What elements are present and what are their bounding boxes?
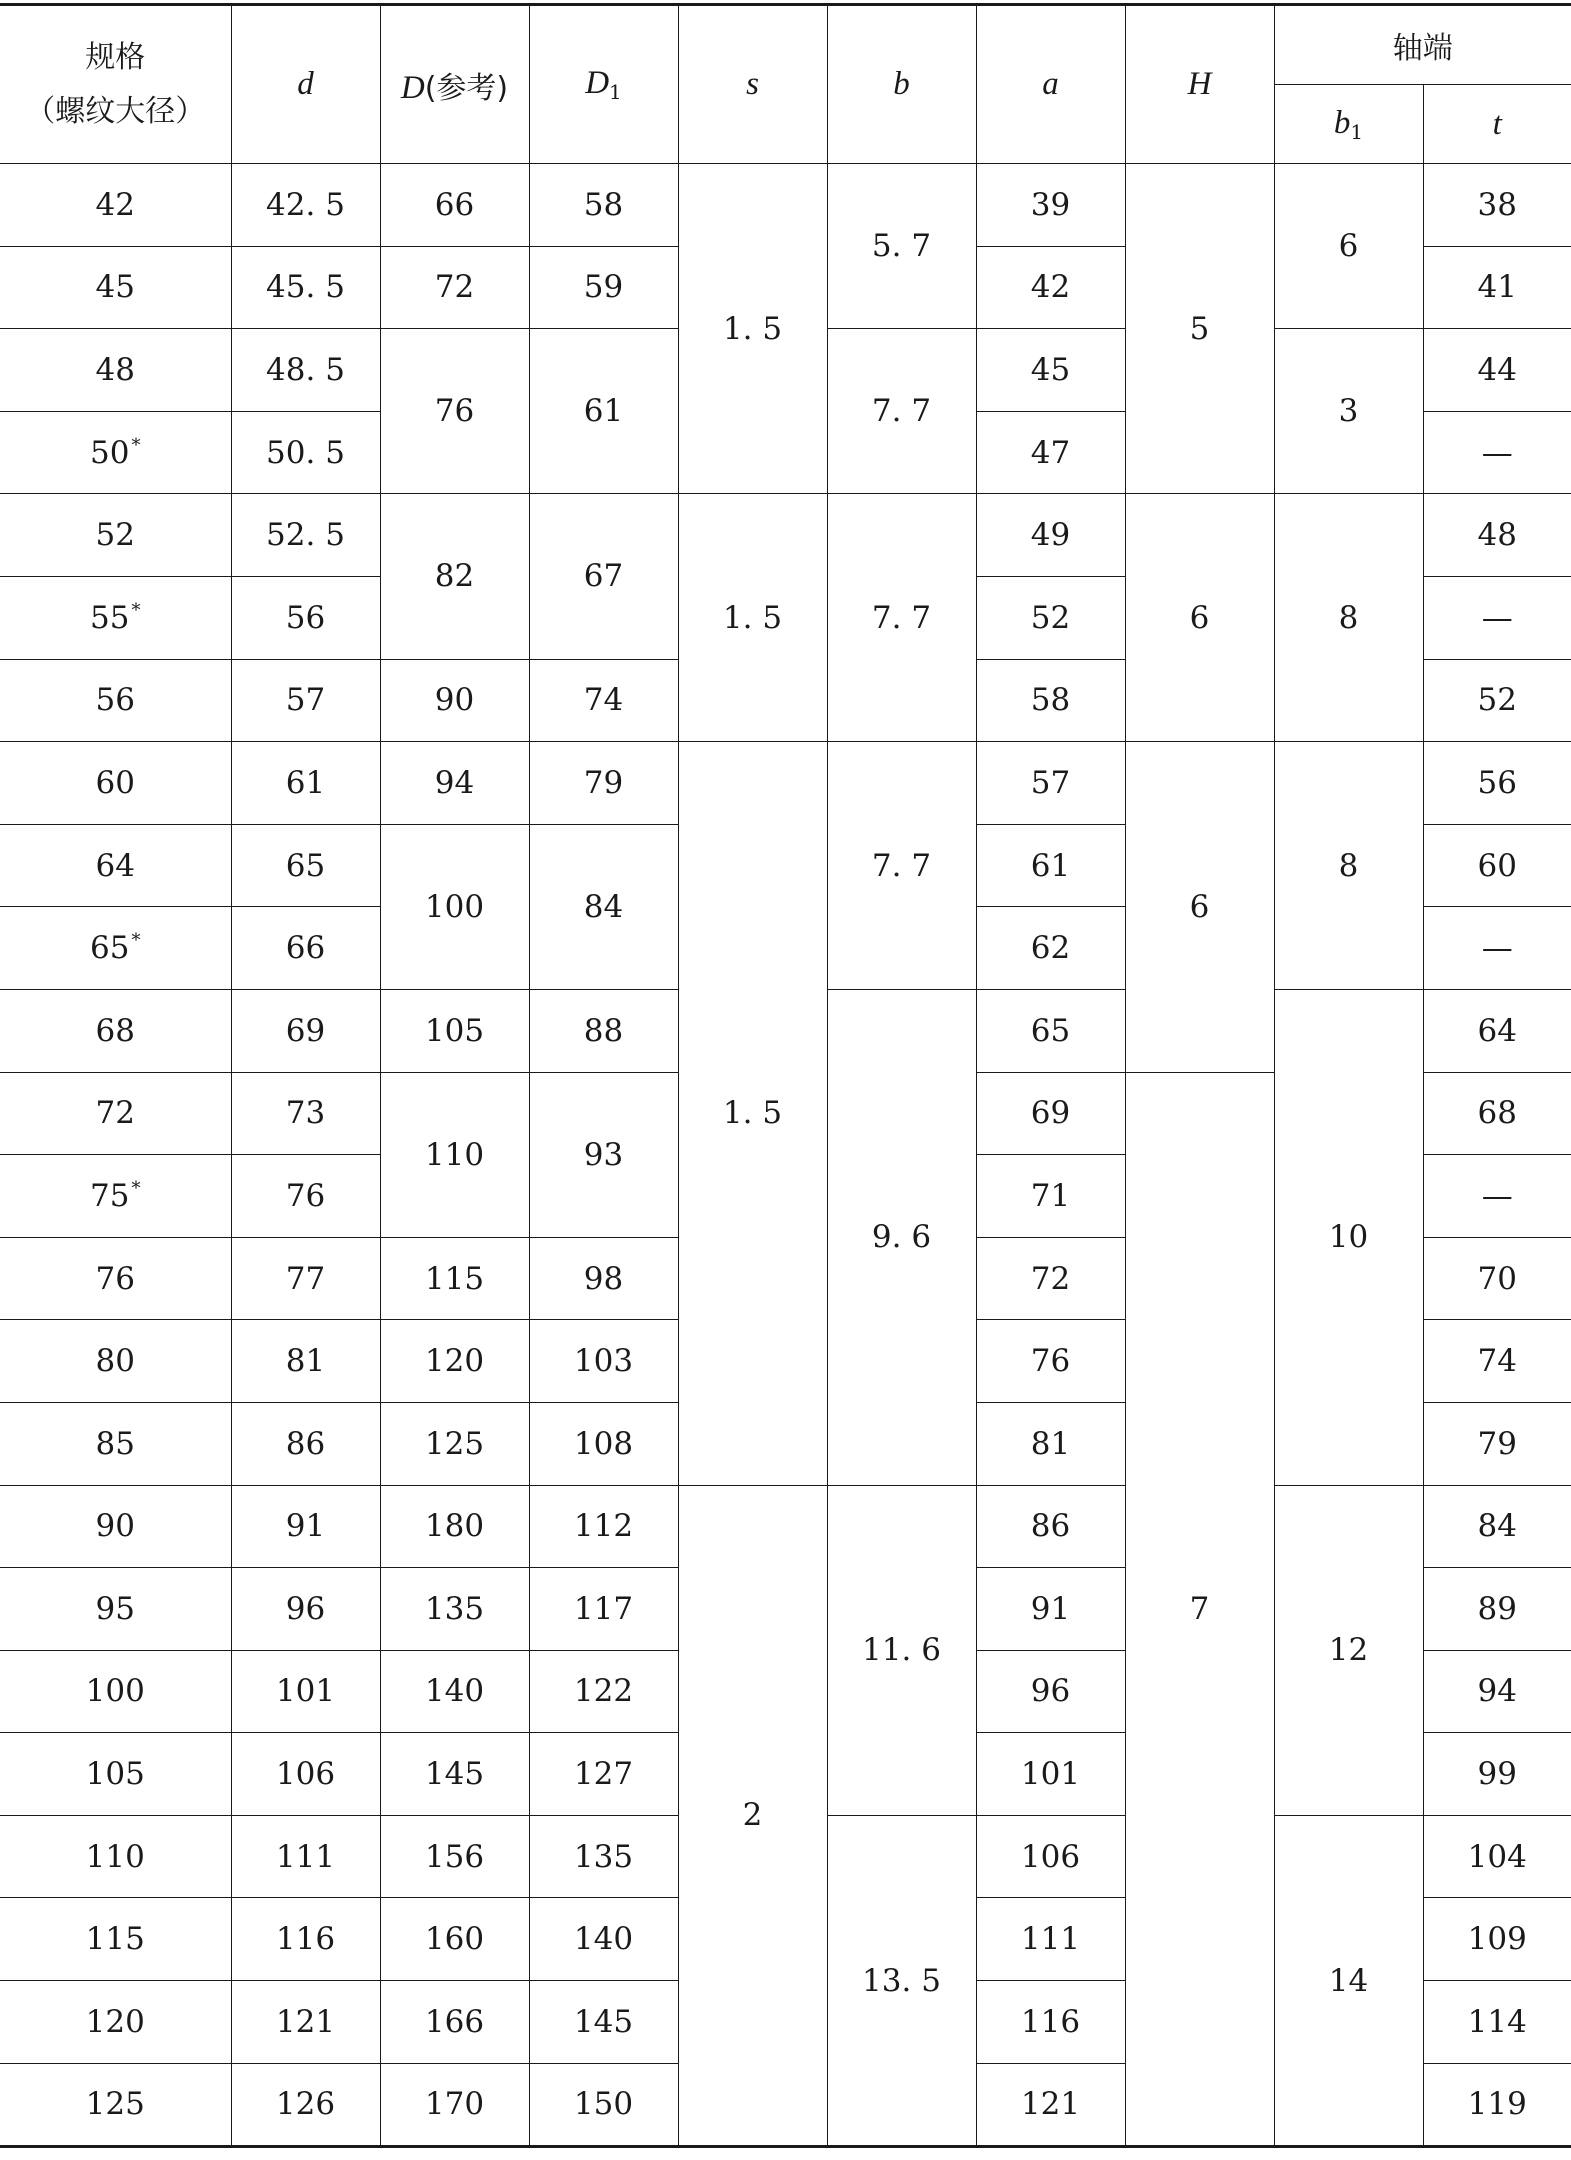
cell-a: 81 [976, 1402, 1125, 1485]
cell-a: 106 [976, 1815, 1125, 1898]
spec-value: 100 [85, 1673, 145, 1710]
spec-value: 125 [85, 2086, 145, 2123]
cell-s: 1. 5 [678, 164, 827, 494]
header-D [380, 5, 529, 164]
cell-spec [0, 742, 231, 825]
cell-t: 79 [1423, 1402, 1571, 1485]
cell-b1: 10 [1274, 989, 1423, 1485]
cell-t: 84 [1423, 1485, 1571, 1568]
cell-H: 6 [1125, 742, 1274, 1072]
cell-a: 101 [976, 1733, 1125, 1816]
cell-t: 48 [1423, 494, 1571, 577]
cell-a: 62 [976, 907, 1125, 990]
cell-b: 5. 7 [827, 164, 976, 329]
cell-spec [0, 989, 231, 1072]
cell-t: 114 [1423, 1981, 1571, 2064]
header-D1 [529, 5, 678, 164]
cell-D1: 74 [529, 659, 678, 742]
cell-d: 73 [231, 1072, 380, 1155]
header-t [1423, 85, 1571, 164]
cell-d: 48. 5 [231, 329, 380, 412]
cell-D1: 58 [529, 164, 678, 247]
cell-D1: 112 [529, 1485, 678, 1568]
cell-a: 47 [976, 411, 1125, 494]
header-b1-label: b [1333, 104, 1351, 141]
cell-D: 72 [380, 246, 529, 329]
header-spec-line2: （螺纹大径） [25, 93, 206, 129]
spec-value: 50 [90, 434, 130, 471]
cell-t: 44 [1423, 329, 1571, 412]
spec-value: 90 [95, 1508, 135, 1545]
cell-t: 99 [1423, 1733, 1571, 1816]
cell-a: 121 [976, 2063, 1125, 2147]
cell-b: 11. 6 [827, 1485, 976, 1815]
spec-value: 52 [95, 517, 135, 554]
cell-t: 64 [1423, 989, 1571, 1072]
spec-value: 110 [85, 1838, 145, 1875]
table-row [0, 494, 1571, 577]
cell-D1: 93 [529, 1072, 678, 1237]
spec-value: 65 [90, 930, 130, 967]
header-d [231, 5, 380, 164]
cell-D: 125 [380, 1402, 529, 1485]
cell-t: 119 [1423, 2063, 1571, 2147]
spec-value: 45 [95, 269, 135, 306]
cell-D: 120 [380, 1320, 529, 1403]
cell-spec [0, 1815, 231, 1898]
cell-d: 76 [231, 1155, 380, 1238]
cell-spec [0, 659, 231, 742]
cell-D: 94 [380, 742, 529, 825]
spec-star-mark: * [131, 1177, 141, 1199]
cell-a: 86 [976, 1485, 1125, 1568]
cell-spec [0, 576, 231, 659]
cell-t: — [1423, 1155, 1571, 1238]
cell-b: 7. 7 [827, 742, 976, 990]
cell-D1: 150 [529, 2063, 678, 2147]
cell-spec [0, 1237, 231, 1320]
cell-D1: 127 [529, 1733, 678, 1816]
cell-d: 126 [231, 2063, 380, 2147]
table-row [0, 1485, 1571, 1568]
header-spec-line1: 规格 [85, 39, 146, 75]
cell-D: 170 [380, 2063, 529, 2147]
header-s-label: s [746, 66, 759, 102]
spec-value: 105 [85, 1756, 145, 1793]
table-row [0, 742, 1571, 825]
cell-d: 50. 5 [231, 411, 380, 494]
cell-spec [0, 164, 231, 247]
header-shaft-end [1274, 5, 1571, 85]
cell-a: 45 [976, 329, 1125, 412]
cell-d: 111 [231, 1815, 380, 1898]
header-H-label: H [1187, 66, 1212, 102]
spec-value: 75 [90, 1177, 130, 1214]
cell-H: 7 [1125, 1072, 1274, 2147]
cell-b: 9. 6 [827, 989, 976, 1485]
header-b1-subscript: 1 [1350, 119, 1364, 144]
cell-t: 60 [1423, 824, 1571, 907]
header-t-label: t [1492, 105, 1502, 142]
cell-D1: 108 [529, 1402, 678, 1485]
cell-t: 104 [1423, 1815, 1571, 1898]
cell-D1: 98 [529, 1237, 678, 1320]
cell-b1: 8 [1274, 494, 1423, 742]
cell-D1: 79 [529, 742, 678, 825]
cell-d: 96 [231, 1568, 380, 1651]
header-D1-label: D [585, 65, 610, 101]
header-row-1 [0, 5, 1571, 85]
cell-d: 77 [231, 1237, 380, 1320]
header-D1-subscript: 1 [609, 80, 622, 104]
spec-value: 85 [95, 1425, 135, 1462]
spec-table [0, 3, 1571, 2148]
cell-spec [0, 1402, 231, 1485]
cell-t: 52 [1423, 659, 1571, 742]
header-H [1125, 5, 1274, 164]
cell-t: 56 [1423, 742, 1571, 825]
cell-t: 41 [1423, 246, 1571, 329]
spec-value: 76 [95, 1260, 135, 1297]
cell-D1: 84 [529, 824, 678, 989]
cell-D1: 103 [529, 1320, 678, 1403]
cell-d: 101 [231, 1650, 380, 1733]
cell-spec [0, 411, 231, 494]
spec-value: 64 [95, 847, 135, 884]
spec-star-mark: * [131, 434, 141, 456]
cell-a: 57 [976, 742, 1125, 825]
cell-spec [0, 1568, 231, 1651]
cell-t: — [1423, 576, 1571, 659]
cell-a: 65 [976, 989, 1125, 1072]
cell-a: 58 [976, 659, 1125, 742]
cell-spec [0, 1485, 231, 1568]
cell-d: 81 [231, 1320, 380, 1403]
cell-d: 65 [231, 824, 380, 907]
cell-a: 52 [976, 576, 1125, 659]
cell-D: 160 [380, 1898, 529, 1981]
spec-value: 72 [95, 1095, 135, 1132]
cell-D: 115 [380, 1237, 529, 1320]
cell-d: 121 [231, 1981, 380, 2064]
cell-spec [0, 1898, 231, 1981]
header-D-note: (参考) [424, 70, 509, 106]
cell-spec [0, 824, 231, 907]
cell-D1: 117 [529, 1568, 678, 1651]
header-b1 [1274, 85, 1423, 164]
cell-D1: 135 [529, 1815, 678, 1898]
cell-d: 57 [231, 659, 380, 742]
cell-spec [0, 1733, 231, 1816]
cell-D: 105 [380, 989, 529, 1072]
cell-d: 45. 5 [231, 246, 380, 329]
table-row [0, 164, 1571, 247]
cell-s: 1. 5 [678, 742, 827, 1485]
cell-spec [0, 1650, 231, 1733]
cell-b: 13. 5 [827, 1815, 976, 2146]
cell-spec [0, 1072, 231, 1155]
cell-D1: 59 [529, 246, 678, 329]
cell-spec [0, 907, 231, 990]
table-body [0, 164, 1571, 2147]
cell-a: 39 [976, 164, 1125, 247]
header-s [678, 5, 827, 164]
cell-a: 61 [976, 824, 1125, 907]
cell-spec [0, 329, 231, 412]
cell-a: 76 [976, 1320, 1125, 1403]
cell-D: 135 [380, 1568, 529, 1651]
cell-spec [0, 1981, 231, 2064]
spec-value: 42 [95, 186, 135, 223]
cell-d: 116 [231, 1898, 380, 1981]
spec-star-mark: * [131, 599, 141, 621]
cell-b1: 3 [1274, 329, 1423, 494]
header-a [976, 5, 1125, 164]
cell-spec [0, 246, 231, 329]
cell-D1: 145 [529, 1981, 678, 2064]
cell-a: 49 [976, 494, 1125, 577]
cell-D: 145 [380, 1733, 529, 1816]
cell-a: 69 [976, 1072, 1125, 1155]
spec-value: 115 [85, 1921, 145, 1958]
cell-s: 1. 5 [678, 494, 827, 742]
cell-D: 82 [380, 494, 529, 659]
cell-b: 7. 7 [827, 329, 976, 494]
cell-spec [0, 494, 231, 577]
cell-d: 52. 5 [231, 494, 380, 577]
cell-d: 91 [231, 1485, 380, 1568]
cell-d: 106 [231, 1733, 380, 1816]
cell-t: 109 [1423, 1898, 1571, 1981]
header-b-label: b [893, 66, 910, 102]
spec-value: 56 [95, 682, 135, 719]
cell-D1: 61 [529, 329, 678, 494]
cell-D: 76 [380, 329, 529, 494]
cell-spec [0, 1320, 231, 1403]
cell-s: 2 [678, 1485, 827, 2147]
cell-d: 42. 5 [231, 164, 380, 247]
cell-a: 72 [976, 1237, 1125, 1320]
cell-D1: 140 [529, 1898, 678, 1981]
cell-t: — [1423, 411, 1571, 494]
spec-value: 60 [95, 764, 135, 801]
cell-t: 68 [1423, 1072, 1571, 1155]
cell-a: 42 [976, 246, 1125, 329]
spec-value: 95 [95, 1590, 135, 1627]
cell-t: 74 [1423, 1320, 1571, 1403]
cell-b1: 6 [1274, 164, 1423, 329]
cell-t: 38 [1423, 164, 1571, 247]
cell-D1: 88 [529, 989, 678, 1072]
header-spec [0, 5, 231, 164]
spec-value: 120 [85, 2003, 145, 2040]
cell-H: 6 [1125, 494, 1274, 742]
cell-D: 100 [380, 824, 529, 989]
cell-t: 89 [1423, 1568, 1571, 1651]
cell-d: 69 [231, 989, 380, 1072]
cell-H: 5 [1125, 164, 1274, 494]
cell-d: 56 [231, 576, 380, 659]
cell-a: 111 [976, 1898, 1125, 1981]
cell-t: 70 [1423, 1237, 1571, 1320]
spec-value: 80 [95, 1343, 135, 1380]
cell-D1: 67 [529, 494, 678, 659]
header-D-label: D [400, 69, 425, 106]
cell-d: 86 [231, 1402, 380, 1485]
cell-spec [0, 1155, 231, 1238]
cell-D: 140 [380, 1650, 529, 1733]
cell-spec [0, 2063, 231, 2147]
cell-t: — [1423, 907, 1571, 990]
cell-b: 7. 7 [827, 494, 976, 742]
cell-b1: 8 [1274, 742, 1423, 990]
cell-a: 91 [976, 1568, 1125, 1651]
cell-D: 90 [380, 659, 529, 742]
cell-d: 66 [231, 907, 380, 990]
cell-a: 71 [976, 1155, 1125, 1238]
header-b [827, 5, 976, 164]
cell-D: 66 [380, 164, 529, 247]
spec-value: 55 [90, 599, 130, 636]
header-shaft-end-label: 轴端 [1392, 31, 1453, 66]
cell-a: 116 [976, 1981, 1125, 2064]
spec-value: 68 [95, 1012, 135, 1049]
cell-b1: 14 [1274, 1815, 1423, 2146]
cell-a: 96 [976, 1650, 1125, 1733]
cell-d: 61 [231, 742, 380, 825]
cell-D: 156 [380, 1815, 529, 1898]
cell-t: 94 [1423, 1650, 1571, 1733]
cell-D: 110 [380, 1072, 529, 1237]
cell-b1: 12 [1274, 1485, 1423, 1815]
cell-D1: 122 [529, 1650, 678, 1733]
spec-star-mark: * [131, 930, 141, 952]
cell-D: 180 [380, 1485, 529, 1568]
header-d-label: d [297, 66, 314, 102]
header-a-label: a [1042, 66, 1059, 102]
cell-D: 166 [380, 1981, 529, 2064]
spec-value: 48 [95, 351, 135, 388]
